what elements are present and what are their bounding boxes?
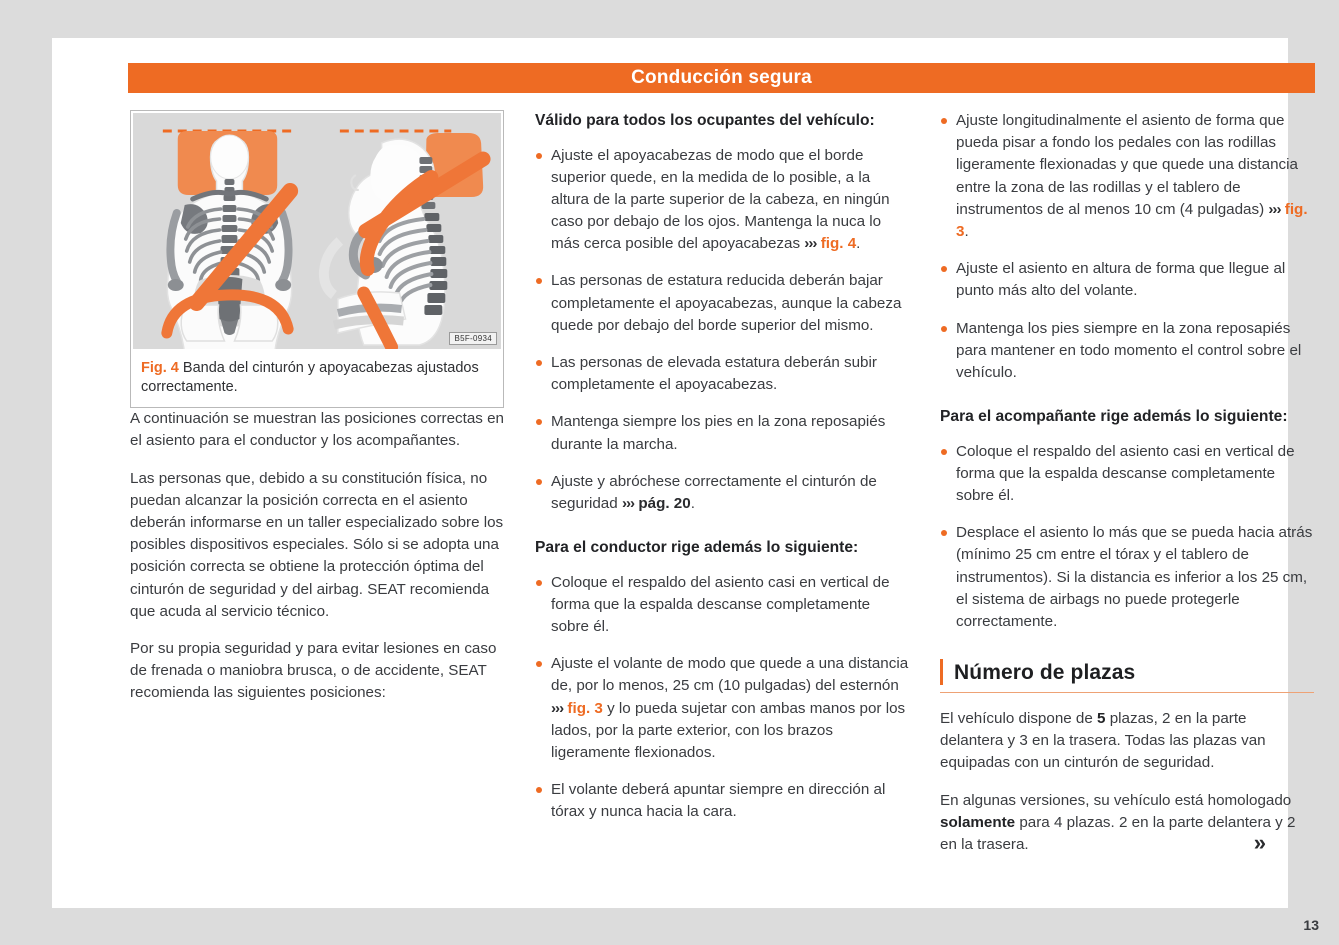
bullet-dot-icon <box>536 153 542 159</box>
chevron-reference-icon: ››› <box>1268 200 1281 218</box>
bullet-dot-icon <box>536 661 542 667</box>
cross-reference-link[interactable]: fig. 3 <box>956 200 1308 240</box>
chevron-reference-icon: ››› <box>621 494 635 512</box>
middle-column <box>535 110 909 935</box>
manual-page <box>52 38 1313 908</box>
figure-illustration <box>133 113 501 349</box>
running-header-bar <box>128 63 1315 93</box>
bullet-text-tail: . <box>856 235 861 253</box>
seats-text-a: El vehículo dispone de <box>940 710 1098 728</box>
figure-caption-text: Banda del cinturón y apoyacabezas ajustados correctamente. <box>141 360 479 396</box>
bullet-text: Las personas de elevada estatura deberán subir completamente el apoyacabezas. <box>551 354 877 394</box>
bullet-text-tail: y lo pueda sujetar con ambas manos por los lados, por la parte exterior, con los brazos ligeramente flexionados. <box>551 699 906 761</box>
bullet-steering-wheel-distance <box>535 653 909 764</box>
page-reference-link[interactable]: pág. 20 <box>638 494 691 512</box>
bullet-text: El volante deberá apuntar siempre en dirección al tórax y nunca hacia la cara. <box>551 781 886 821</box>
homolog-emphasis: solamente <box>940 813 1016 831</box>
cross-reference-link[interactable]: fig. 4 <box>820 235 857 253</box>
left-column <box>130 110 504 935</box>
bullet-text: Coloque el respaldo del asiento casi en vertical de forma que la espalda descanse completamente sobre él. <box>551 573 890 636</box>
subheading-conductor: Para el conductor rige además lo siguiente: <box>535 539 859 557</box>
skeleton-seatbelt-illustration <box>133 113 501 349</box>
bullet-backrest-vertical-passenger <box>940 441 1314 508</box>
bullet-fasten-seatbelt <box>535 471 909 515</box>
seats-paragraph-1 <box>940 708 1314 775</box>
bullet-text: Ajuste el volante de modo que quede a una distancia de, por lo menos, 25 cm (10 pulgadas) del esternón <box>551 655 909 695</box>
bullet-dot-icon <box>536 787 542 793</box>
homolog-text-a: En algunas versiones, su vehículo está homologado <box>940 791 1292 809</box>
bullet-text: Ajuste el apoyacabezas de modo que el borde superior quede, en la medida de lo posible, a la altura de la parte superior de la cabeza, en ningún caso por debajo de los ojos. Mantenga la nuca lo más cerca posible del apoyacabezas <box>551 146 890 253</box>
bullet-text-tail: . <box>690 494 695 512</box>
figure-4 <box>130 110 504 408</box>
bullet-tall-people <box>535 352 909 396</box>
bullet-dot-icon <box>536 360 542 366</box>
subheading-valido-ocupantes: Válido para todos los ocupantes del vehículo: <box>535 112 875 129</box>
bullet-dot-icon <box>536 278 542 284</box>
page-number: 13 <box>1303 917 1319 933</box>
chevron-reference-icon: ››› <box>551 699 564 717</box>
bullet-short-people <box>535 270 909 337</box>
section-heading-numero-de-plazas <box>940 659 1314 693</box>
bullet-text: Mantenga siempre los pies en la zona reposapiés durante la marcha. <box>551 413 886 453</box>
bullet-text: Mantenga los pies siempre en la zona reposapiés para mantener en todo momento el control sobre el vehículo. <box>956 319 1302 381</box>
cross-reference-link[interactable]: fig. 3 <box>567 699 603 717</box>
bullet-text: Las personas de estatura reducida deberán bajar completamente el apoyacabezas, aunque la cabeza quede por debajo del borde superior del mismo. <box>551 272 902 334</box>
bullet-steering-wheel-direction <box>535 779 909 823</box>
bullet-text: Desplace el asiento lo más que se pueda hacia atrás (mínimo 25 cm entre el tórax y el tablero de instrumentos). Si la distancia es inferior a los 25 cm, el sistema de airbags no puede protegerle correctamente. <box>956 524 1313 630</box>
right-column <box>940 110 1314 935</box>
bullet-dot-icon <box>941 266 947 272</box>
bullet-dot-icon <box>941 449 947 455</box>
left-paragraph-1: A continuación se muestran las posiciones correctas en el asiento para el conductor y los acompañantes. <box>130 410 504 450</box>
bullet-dot-icon <box>941 326 947 332</box>
section-title: Número de plazas <box>954 661 1136 685</box>
three-column-layout <box>130 110 1315 935</box>
bullet-seat-back-airbag <box>940 522 1314 633</box>
bullet-text: Ajuste el asiento en altura de forma que llegue al punto más alto del volante. <box>956 260 1286 300</box>
seats-text-c: plazas, 2 en la parte delantera y 3 en la trasera. Todas las plazas van equipadas con un cinturón de seguridad. <box>940 710 1266 772</box>
bullet-feet-footwell <box>535 411 909 455</box>
bullet-text: Ajuste y abróchese correctamente el cinturón de seguridad <box>551 472 877 512</box>
figure-code-label: B5F-0934 <box>449 332 497 345</box>
bullet-text: Coloque el respaldo del asiento casi en vertical de forma que la espalda descanse completamente sobre él. <box>956 442 1295 504</box>
chevron-reference-icon: ››› <box>804 235 817 253</box>
bullet-backrest-vertical-driver <box>535 572 909 639</box>
figure-number-label: Fig. 4 <box>141 360 179 376</box>
continuation-marker-icon: » <box>1253 830 1264 855</box>
bullet-text-tail: . <box>964 222 969 240</box>
bullet-seat-height <box>940 258 1314 302</box>
bullet-dot-icon <box>536 419 542 425</box>
bullet-dot-icon <box>941 118 947 124</box>
bullet-dot-icon <box>536 580 542 586</box>
bullet-dot-icon <box>941 530 947 536</box>
bullet-dot-icon <box>536 479 542 485</box>
bullet-adjust-headrest <box>535 145 909 256</box>
page-title: Conducción segura <box>631 67 812 88</box>
bullet-feet-control <box>940 318 1314 385</box>
left-paragraph-3: Por su propia seguridad y para evitar lesiones en caso de frenada o maniobra brusca, o de accidente, SEAT recomienda las siguientes posiciones: <box>130 639 497 702</box>
left-paragraph-2: Las personas que, debido a su constitución física, no puedan alcanzar la posición correcta en el asiento deberán informarse en un taller especializado sobre los posibles dispositivos especiales. Sólo si se adopta una posición correcta se obtiene la protección óptima del cinturón de seguridad y del airbag. SEAT recomienda que acuda al servicio técnico. <box>130 469 504 620</box>
seats-count-value: 5 <box>1097 710 1106 728</box>
bullet-text: Ajuste longitudinalmente el asiento de forma que pueda pisar a fondo los pedales con las rodillas ligeramente flexionadas y que quede una distancia entre la zona de las rodillas y el tablero de instrumentos de al menos 10 cm (4 pulgadas) <box>956 112 1298 218</box>
bullet-seat-longitudinal <box>940 110 1314 243</box>
figure-caption <box>131 351 503 407</box>
subheading-acompanante: Para el acompañante rige además lo siguiente: <box>940 408 1288 426</box>
homolog-text-c: para 4 plazas. 2 en la parte delantera y 2 en la trasera. <box>940 813 1296 854</box>
